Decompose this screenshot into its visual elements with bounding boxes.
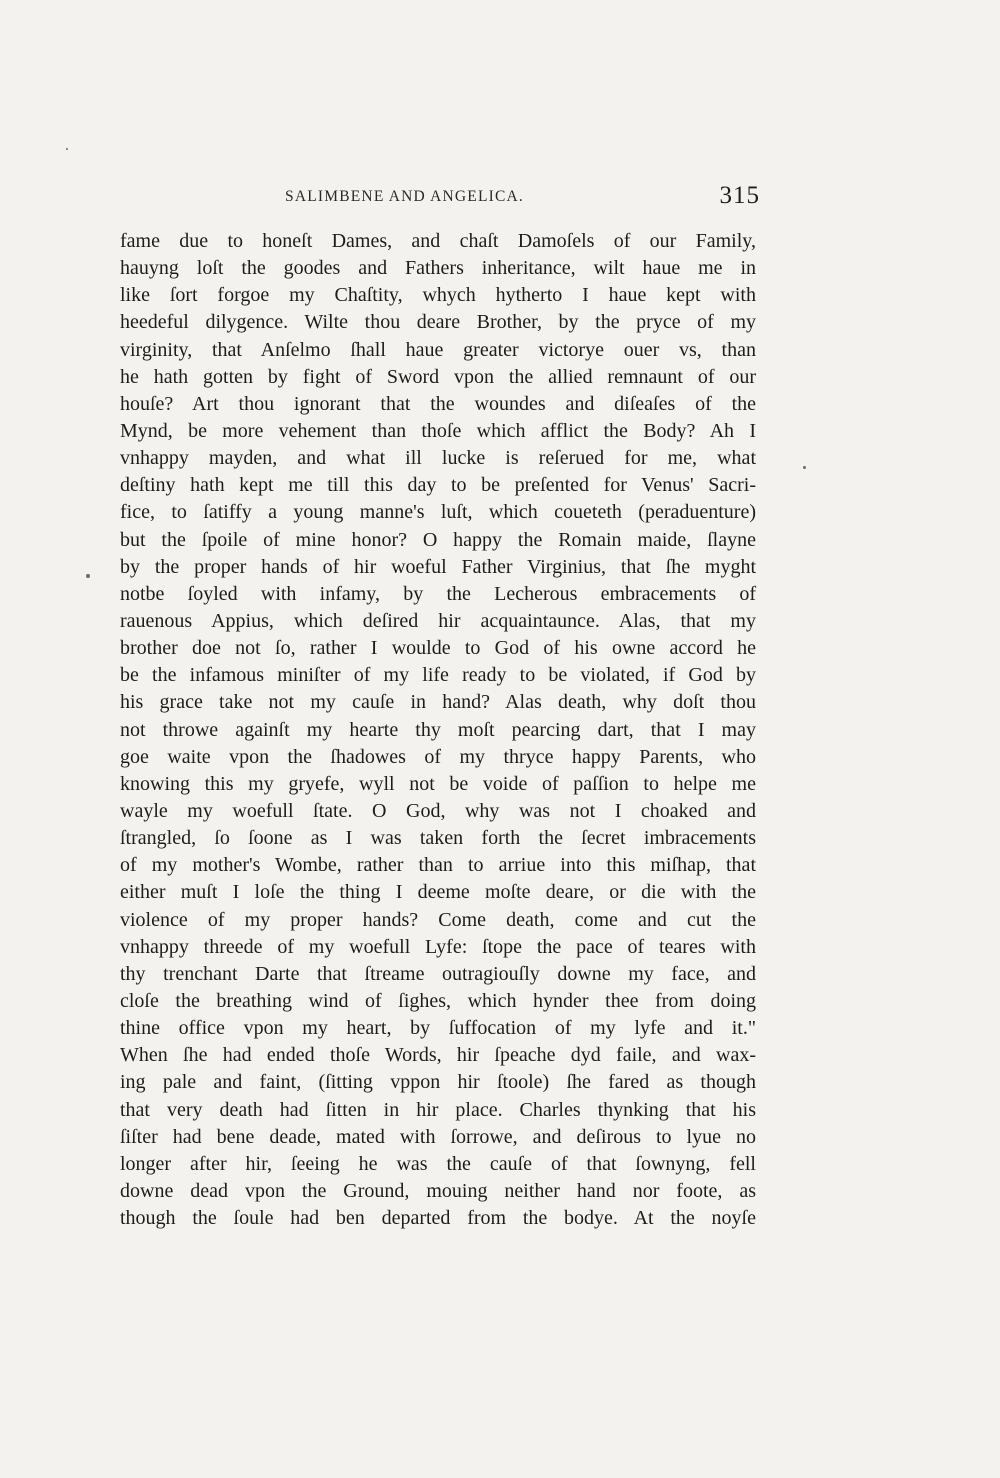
text-line: violence of my proper hands? Come death, come and cut the [120,908,756,931]
text-line: virginity, that Anſelmo ſhall haue greater victorye ouer vs, than [120,338,756,361]
text-line: deſtiny hath kept me till this day to be preſented for Venus' Sacri- [120,474,756,497]
text-line: of my mother's Wombe, rather than to arriue into this miſhap, that [120,854,756,877]
text-line: he hath gotten by fight of Sword vpon the allied remnaunt of our [120,365,756,388]
text-line: goe waite vpon the ſhadowes of my thryce happy Parents, who [120,745,756,768]
text-line: fice, to ſatiffy a young manne's luſt, which coueteth (peraduenture) [120,501,756,524]
text-line: When ſhe had ended thoſe Words, hir ſpeache dyd faile, and wax- [120,1044,756,1067]
paper-speck [803,466,806,469]
text-line: longer after hir, ſeeing he was the cauſe of that ſownyng, fell [120,1152,756,1175]
text-line: vnhappy threede of my woefull Lyfe: ſtope the pace of teares with [120,935,756,958]
text-line: Mynd, be more vehement than thoſe which afflict the Body? Ah I [120,419,756,442]
text-line: either muſt I loſe the thing I deeme moſte deare, or die with the [120,881,756,904]
text-line: cloſe the breathing wind of ſighes, which hynder thee from doing [120,989,756,1012]
text-line: heedeful dilygence. Wilte thou deare Brother, by the pryce of my [120,311,756,334]
text-line: that very death had ſitten in hir place. Charles thynking that his [120,1098,756,1121]
page-number: 315 [719,182,760,209]
text-line: thine office vpon my heart, by ſuffocation of my lyfe and it." [120,1017,756,1040]
running-title: SALIMBENE AND ANGELICA. [285,188,524,205]
text-line: rauenous Appius, which deſired hir acquaintaunce. Alas, that my [120,609,756,632]
text-line: thy trenchant Darte that ſtreame outragiouſly downe my face, and [120,962,756,985]
text-line: ſtrangled, ſo ſoone as I was taken forth the ſecret imbracements [120,827,756,850]
text-line: fame due to honeſt Dames, and chaſt Damoſels of our Family, [120,230,756,252]
text-line: knowing this my gryefe, wyll not be voide of paſſion to helpe me [120,772,756,795]
text-line: downe dead vpon the Ground, mouing neither hand nor foote, as [120,1179,756,1202]
text-line: but the ſpoile of mine honor? O happy the Romain maide, ſlayne [120,528,756,551]
body-text [120,228,756,1232]
text-line: ſiſter had bene deade, mated with ſorrowe, and deſirous to lyue no [120,1125,756,1148]
text-line: be the infamous miniſter of my life ready to be violated, if God by [120,664,756,687]
paper-speck [66,148,68,150]
text-line: vnhappy mayden, and what ill lucke is reſerued for me, what [120,447,756,470]
running-head [120,182,760,218]
text-line: brother doe not ſo, rather I woulde to God of his owne accord he [120,637,756,660]
text-line: like ſort forgoe my Chaſtity, whych hytherto I haue kept with [120,284,756,307]
text-line: ing pale and faint, (ſitting vppon hir ſtoole) ſhe fared as though [120,1071,756,1094]
text-line: his grace take not my cauſe in hand? Alas death, why doſt thou [120,691,756,714]
text-line: though the ſoule had ben departed from the bodye. At the noyſe [120,1207,756,1230]
text-line: notbe ſoyled with infamy, by the Lecherous embracements of [120,582,756,605]
paper-speck [86,574,90,578]
text-line: not throwe againſt my hearte thy moſt pearcing dart, that I may [120,718,756,741]
text-line: wayle my woefull ſtate. O God, why was not I choaked and [120,799,756,822]
text-line: by the proper hands of hir woeful Father Virginius, that ſhe myght [120,555,756,578]
text-line: houſe? Art thou ignorant that the woundes and diſeaſes of the [120,392,756,415]
text-line: hauyng loſt the goodes and Fathers inheritance, wilt haue me in [120,257,756,280]
